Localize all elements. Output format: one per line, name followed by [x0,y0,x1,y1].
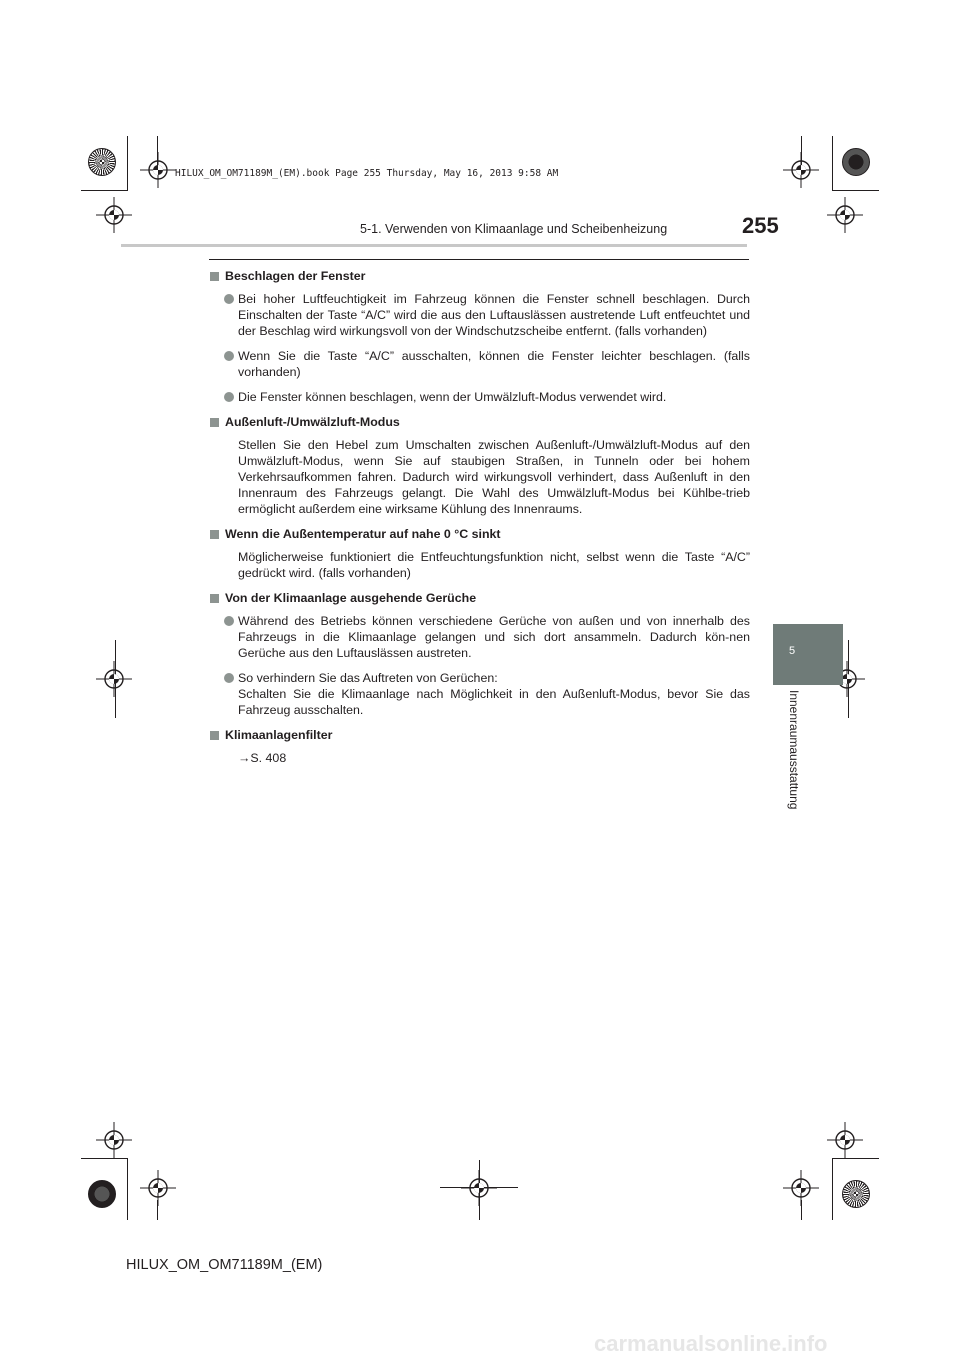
square-bullet-icon [210,272,219,281]
square-bullet-icon [210,530,219,539]
section-title: 5-1. Verwenden von Klimaanlage und Scheibenheizung [360,222,668,236]
main-content [209,268,750,775]
header-rule [121,244,747,247]
registration-mark-icon [827,1122,863,1158]
watermark: carmanualsonline.info [594,1331,828,1356]
paragraph: Stellen Sie den Hebel zum Umschalten zwischen Außenluft-/Umwälzluft-Modus auf den Umwälzluft-Modus, wenn Sie auf staubigen Straßen, in Tunneln oder bei hohem Verkehrsaufkommen fahren. Dadurch wird wirkungsvoll verhindert, dass Außenluft in den Innenraum des Fahrzeugs gelangt. Die Wahl des Umwälzluft-Modus bei Kühlbe-trieb ermöglicht außerdem eine wirksame Kühlung des Innenraums. [238,438,750,516]
section-heading: Klimaanlagenfilter [209,727,750,743]
content-top-rule [209,259,749,260]
square-bullet-icon [210,731,219,740]
bullet-item: Wenn Sie die Taste “A/C” ausschalten, können die Fenster leichter beschlagen. (falls vorhanden) [209,348,750,380]
registration-mark-icon [96,661,132,697]
round-bullet-icon [224,294,234,304]
bullet-item: Bei hoher Luftfeuchtigkeit im Fahrzeug können die Fenster schnell beschlagen. Durch Einschalten der Taste “A/C” wird die aus den Luftauslässen austretende Luft entfeuchtet und der Beschlag wird wirkungsvoll von der Windschutzscheibe entfernt. (falls vorhanden) [209,291,750,339]
registration-mark-icon [783,1170,819,1206]
registration-mark-icon [827,197,863,233]
square-bullet-icon [210,594,219,603]
section-heading: Beschlagen der Fenster [209,268,750,284]
color-rosette-icon [842,1180,870,1208]
chapter-tab [773,624,843,685]
footer-document-code: HILUX_OM_OM71189M_(EM) [126,1257,323,1273]
chapter-number: 5 [789,645,796,657]
round-bullet-icon [224,616,234,626]
registration-mark-icon [461,1170,497,1206]
registration-mark-icon [140,152,176,188]
bullet-item: So verhindern Sie das Auftreten von Gerüchen: Schalten Sie die Klimaanlage nach Möglichkeit in den Außenluft-Modus, bevor Sie das Fahrzeug ausschalten. [209,670,750,718]
chapter-title: Innenraumausstattung [787,690,801,810]
color-rosette-icon [88,148,116,176]
section-heading: Außenluft-/Umwälzluft-Modus [209,414,750,430]
registration-mark-icon [140,1170,176,1206]
round-bullet-icon [224,351,234,361]
paragraph: Möglicherweise funktioniert die Entfeuchtungsfunktion nicht, selbst wenn die Taste “A/C” gedrückt wird. (falls vorhanden) [238,550,750,580]
color-rosette-icon [88,1180,116,1208]
color-rosette-icon [842,148,870,176]
section-heading: Wenn die Außentemperatur auf nahe 0 °C sinkt [209,526,750,542]
page-reference-link[interactable]: →S. 408 [238,751,287,765]
section-heading: Von der Klimaanlage ausgehende Gerüche [209,590,750,606]
book-stamp: HILUX_OM_OM71189M_(EM).book Page 255 Thursday, May 16, 2013 9:58 AM [175,168,559,179]
round-bullet-icon [224,673,234,683]
round-bullet-icon [224,392,234,402]
bullet-item: Die Fenster können beschlagen, wenn der Umwälzluft-Modus verwendet wird. [209,389,750,405]
registration-mark-icon [783,152,819,188]
registration-mark-icon [96,197,132,233]
page-number: 255 [742,213,779,238]
bullet-item: Während des Betriebs können verschiedene Gerüche von außen und von innerhalb des Fahrzeugs in die Klimaanlage gelangen und sich dort ansammeln. Dadurch kön-nen Gerüche aus den Luftauslässen austreten. [209,613,750,661]
registration-mark-icon [96,1122,132,1158]
square-bullet-icon [210,418,219,427]
